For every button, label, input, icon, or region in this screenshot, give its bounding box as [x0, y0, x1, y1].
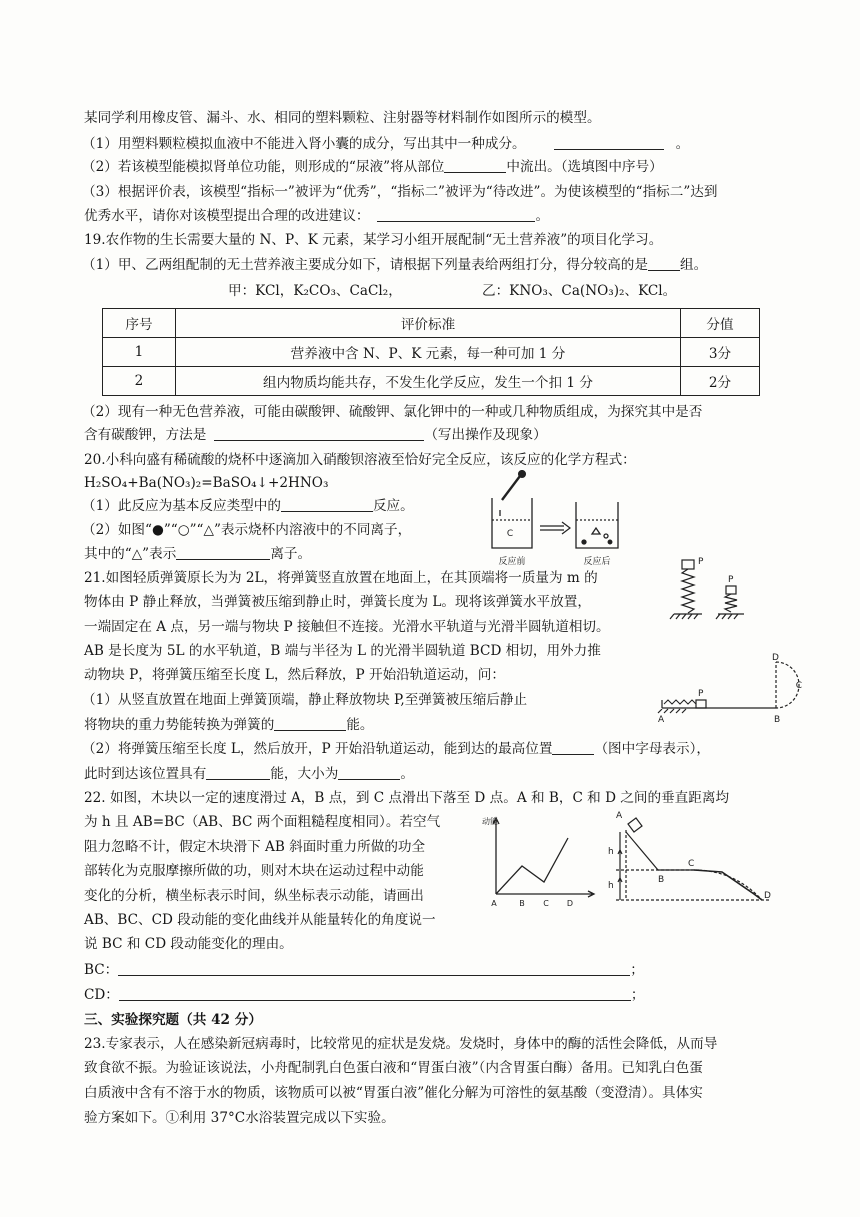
table-cell: 组内物质均能共存，不发生化学反应，发生一个扣 1 分 — [176, 367, 681, 396]
table-header-row — [103, 309, 760, 338]
q19-part2-cont: 含有碳酸钾，方法是 （写出操作及现象） — [84, 427, 547, 443]
incline-figure — [604, 804, 780, 914]
answer-blank[interactable] — [377, 207, 535, 222]
q21-part2: （2）将弹簧压缩至长度 L，然后放开，P 开始沿轨道运动，能到达的最高位置 （图中字母表示）， — [82, 741, 711, 757]
q23-line1: 23.专家表示，人在感染新冠病毒时，比较常见的症状是发烧。发烧时，身体中的酶的活性会降低，从而导 — [84, 1036, 718, 1052]
answer-blank[interactable] — [281, 497, 373, 512]
track-figure — [654, 648, 804, 728]
reaction-arrow — [540, 522, 570, 534]
answer-blank[interactable] — [274, 716, 346, 731]
answer-blank[interactable] — [648, 256, 680, 271]
score-table — [102, 308, 760, 396]
track-label-p: P — [698, 689, 704, 699]
q22-line1: 22. 如图，木块以一定的速度滑过 A，B 点，到 C 点滑出下落至 D 点。A 和 B，C 和 D 之间的垂直距离均 — [84, 790, 730, 806]
q21-line1: 21.如图轻质弹簧原长为为 2L，将弹簧竖直放置在地面上，在其顶端将一质量为 m 的 — [84, 570, 598, 586]
q22-line4: 部转化为克服摩擦所做的功，则对木块在运动过程中动能 — [84, 863, 424, 879]
table-header: 序号 — [103, 309, 176, 338]
section-heading: 三、实验探究题（共 42 分） — [84, 1012, 262, 1028]
q22-line3: 阻力忽略不计，假定木块滑下 AB 斜面时重力所做的功全 — [84, 839, 426, 855]
answer-blank[interactable] — [176, 545, 270, 560]
q21-line3: 一端固定在 A 点，另一端与物块 P 接触但不连接。光滑水平轨道与光滑半圆轨道相切。 — [84, 619, 610, 635]
kinetic-energy-graph — [478, 810, 600, 910]
incline-label-c: C — [688, 859, 695, 869]
answer-blank[interactable] — [554, 135, 664, 150]
table-cell: 3分 — [681, 338, 760, 367]
q20-part2-cont: 其中的“△”表示 离子。 — [84, 546, 312, 562]
graph-tick: D — [566, 899, 574, 908]
track-label-d: D — [772, 653, 779, 663]
q21-part2-cont: 此时到达该位置具有 能，大小为 。 — [84, 766, 414, 782]
q19-formula-yi: 乙：KNO₃、Ca(NO₃)₂、KCl。 — [482, 283, 677, 299]
incline-label-h: h — [608, 881, 614, 891]
incline-label-a: A — [616, 811, 623, 821]
track-label-c: C — [795, 681, 802, 691]
track-label-a: A — [658, 715, 665, 725]
table-cell: 2 — [103, 367, 176, 396]
answer-blank[interactable] — [338, 765, 400, 780]
beaker-after — [576, 502, 618, 548]
q19-formula-jia: 甲：KCl，K₂CO₃、CaCl₂， — [228, 283, 402, 299]
q22-line5: 变化的分析，横坐标表示时间，纵坐标表示动能，请画出 — [84, 888, 424, 904]
graph-tick: C — [543, 899, 549, 908]
fig-label-after: 反应后 — [583, 557, 611, 567]
answer-blank[interactable] — [119, 986, 631, 1001]
spring-p-label: P — [698, 557, 704, 567]
spring-p-label: P — [728, 575, 734, 585]
q20-part1: （1）此反应为基本反应类型中的 反应。 — [82, 498, 414, 514]
incline-label-b: B — [658, 875, 665, 885]
q20-equation: H₂SO₄+Ba(NO₃)₂=BaSO₄↓+2HNO₃ — [84, 475, 329, 491]
incline-label-h: h — [608, 847, 614, 857]
beaker-figure — [480, 470, 630, 570]
q18-part3: （3）根据评价表，该模型“指标一”被评为“优秀”，“指标二”被评为“待改进”。为使该模型的“指标二”达到 — [82, 184, 718, 200]
table-row — [103, 367, 760, 396]
q21-part1: （1）从竖直放置在地面上弹簧顶端，静止释放物块 P,至弹簧被压缩后静止 — [82, 692, 528, 708]
answer-blank[interactable] — [444, 158, 506, 173]
svg-text:C: C — [506, 529, 514, 539]
q18-part3-cont: 优秀水平，请你对该模型提出合理的改进建议： 。 — [84, 208, 550, 224]
q22-bc-answer: BC： ； — [84, 962, 644, 978]
spring-vertical-figure — [668, 552, 768, 624]
fig-label-before: 反应前 — [498, 557, 526, 567]
table-row — [103, 338, 760, 367]
q18-part1: （1）用塑料颗粒模拟血液中不能进入肾小囊的成分，写出其中一种成分。 。 — [82, 136, 690, 152]
track-label-b: B — [774, 715, 781, 725]
answer-blank[interactable] — [214, 426, 424, 441]
q19-part2: （2）现有一种无色营养液，可能由碳酸钾、硫酸钾、氯化钾中的一种或几种物质组成，为探究其中是否 — [82, 404, 703, 420]
q20-title: 20.小科向盛有稀硫酸的烧杯中逐滴加入硝酸钡溶液至恰好完全反应，该反应的化学方程式： — [84, 452, 636, 468]
q23-line4: 验方案如下。①利用 37°C水浴装置完成以下实验。 — [84, 1110, 395, 1126]
answer-blank[interactable] — [118, 961, 630, 976]
graph-tick: B — [519, 899, 525, 908]
q22-line2: 为 h 且 AB=BC（AB、BC 两个面粗糙程度相同）。若空气 — [84, 814, 441, 830]
q20-part2: （2）如图“●”“○”“△”表示烧杯内溶液中的不同离子， — [82, 522, 412, 538]
q21-line5: 动物块 P，将弹簧压缩至长度 L，然后释放，P 开始沿轨道运动，问： — [84, 667, 505, 683]
intro-line: 某同学利用橡皮管、漏斗、水、相同的塑料颗粒、注射器等材料制作如图所示的模型。 — [84, 110, 601, 126]
q22-line6: AB、BC、CD 段动能的变化曲线并从能量转化的角度说一 — [84, 912, 436, 928]
table-cell: 1 — [103, 338, 176, 367]
q22-line7: 说 BC 和 CD 段动能变化的理由。 — [84, 936, 293, 952]
q23-line3: 白质液中含有不溶于水的物质，该物质可以被“胃蛋白液”催化分解为可溶性的氨基酸（变澄清）。具体实 — [84, 1085, 703, 1101]
answer-blank[interactable] — [206, 765, 270, 780]
q19-part1: （1）甲、乙两组配制的无土营养液主要成分如下，请根据下列量表给两组打分，得分较高的是 组。 — [82, 257, 708, 273]
q23-line2: 致食欲不振。为验证该说法，小舟配制乳白色蛋白液和“胃蛋白液”（内含胃蛋白酶）备用。已知乳白色蛋 — [84, 1060, 703, 1076]
q21-line2: 物体由 P 静止释放，当弹簧被压缩到静止时，弹簧长度为 L。现将该弹簧水平放置， — [84, 594, 591, 610]
graph-tick: A — [491, 899, 497, 908]
table-cell: 营养液中含 N、P、K 元素，每一种可加 1 分 — [176, 338, 681, 367]
q21-line4: AB 是长度为 5L 的水平轨道，B 端与半径为 L 的光滑半圆轨道 BCD 相切，用外力推 — [84, 643, 601, 659]
table-header: 分值 — [681, 309, 760, 338]
answer-blank[interactable] — [552, 740, 594, 755]
incline-label-d: D — [764, 891, 771, 901]
table-header: 评价标准 — [176, 309, 681, 338]
table-cell: 2分 — [681, 367, 760, 396]
q18-part2: （2）若该模型能模拟肾单位功能，则形成的“尿液”将从部位 中流出。（选填图中序号） — [82, 159, 663, 175]
q19-title: 19.农作物的生长需要大量的 N、P、K 元素，某学习小组开展配制“无土营养液”的项目化学习。 — [84, 232, 663, 248]
q22-cd-answer: CD： ； — [84, 987, 645, 1003]
q21-part1-cont: 将物块的重力势能转换为弹簧的 能。 — [84, 717, 374, 733]
graph-ylabel: 动能 — [482, 817, 498, 826]
